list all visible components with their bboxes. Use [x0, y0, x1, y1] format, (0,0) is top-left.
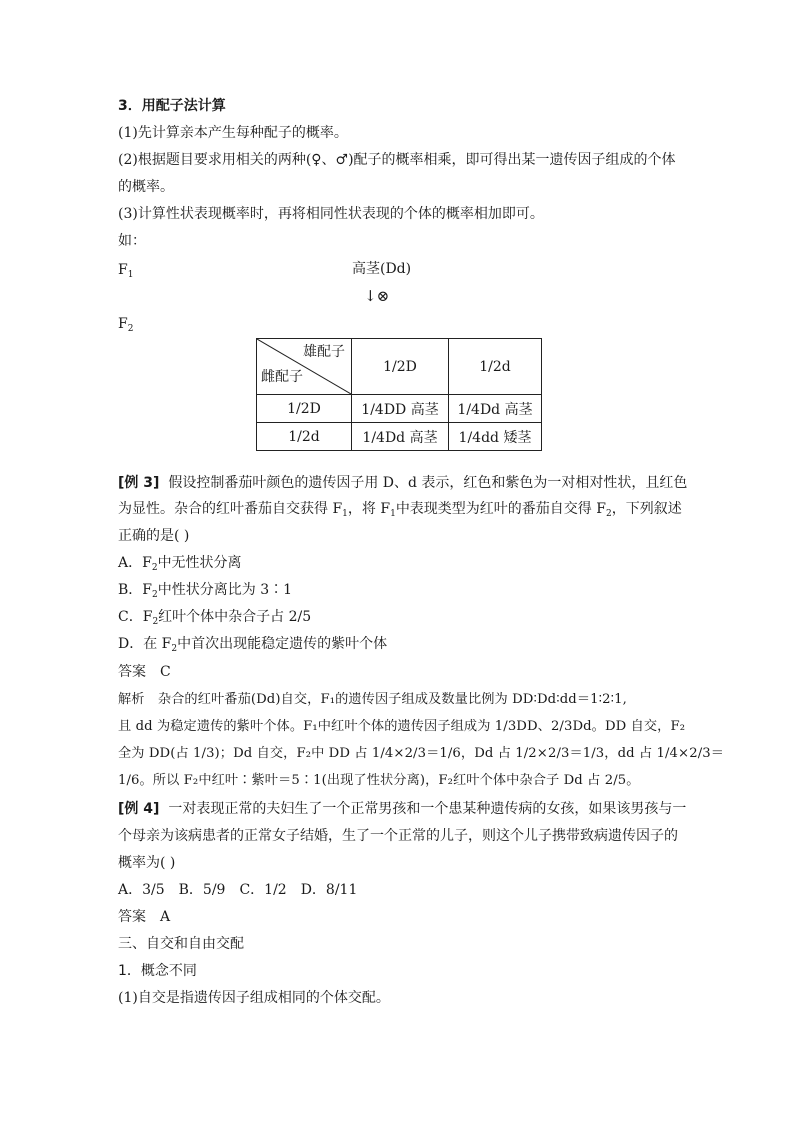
f1-label: $F_1$ [118, 262, 134, 280]
table-corner-cell [257, 339, 352, 395]
example-3-question: [例 3] 假设控制番茄叶颜色的遗传因子用 D、d 表示，红色和紫色为一对相对性状，且红色 [118, 475, 688, 491]
row-header: 1/2D [257, 395, 352, 423]
subheading: 1．概念不同 [118, 963, 197, 979]
row-header: 1/2d [257, 423, 352, 451]
example-3-question: 正确的是( ) [118, 528, 190, 544]
analysis-line: 且 dd 为稳定遗传的紫叶个体。F₁中红叶个体的遗传因子组成为 1/3DD、2/3Dd。DD 自交，F₂ [118, 719, 686, 734]
option-b: B．$F_2$中性状分离比为 3∶1 [118, 582, 293, 600]
paragraph: (1)自交是指遗传因子组成相同的个体交配。 [118, 990, 390, 1006]
self-cross-symbol: ↓⊗ [364, 287, 390, 305]
parent-genotype: 高茎(Dd) [352, 261, 412, 277]
table-cell: 1/4DD 高茎 [352, 395, 449, 423]
table-cell: 1/4dd 矮茎 [449, 423, 542, 451]
paragraph: (2)根据题目要求用相关的两种(♀、♂)配子的概率相乘，即可得出某一遗传因子组成的个体 [118, 152, 676, 168]
paragraph: 的概率。 [118, 179, 174, 195]
section-heading: 3．用配子法计算 [118, 98, 226, 114]
example-tag: [例 4] [118, 801, 160, 817]
example-tag: [例 3] [118, 475, 160, 491]
example-4-question: 概率为( ) [118, 855, 176, 871]
table-cell: 1/4Dd 高茎 [352, 423, 449, 451]
paragraph: (3)计算性状表现概率时，再将相同性状表现的个体的概率相加即可。 [118, 206, 544, 222]
punnett-table [256, 338, 542, 451]
f2-label: $F_2$ [118, 316, 134, 334]
section-heading: 三、自交和自由交配 [118, 936, 244, 952]
example-4-question: 个母亲为该病患者的正常女子结婚，生了一个正常的儿子，则这个儿子携带致病遗传因子的 [118, 828, 678, 844]
option-d: D．在 $F_2$中首次出现能稳定遗传的紫叶个体 [118, 636, 388, 654]
female-gamete-header: 雌配子 [261, 369, 303, 385]
example-4-question: [例 4] 一对表现正常的夫妇生了一个正常男孩和一个患某种遗传病的女孩，如果该男孩与一 [118, 801, 687, 817]
column-header: 1/2D [352, 339, 449, 395]
analysis-line: 全为 DD(占 1/3)；Dd 自交，F₂中 DD 占 1/4×2/3＝1/6，Dd 占 1/2×2/3＝1/3，dd 占 1/4×2/3＝ [118, 746, 725, 761]
table-cell: 1/4Dd 高茎 [449, 395, 542, 423]
male-gamete-header: 雄配子 [303, 344, 345, 360]
analysis-line: 1/6。所以 F₂中红叶∶紫叶＝5∶1(出现了性状分离)，F₂红叶个体中杂合子 Dd 占 2/5。 [118, 773, 640, 788]
paragraph: 如： [118, 233, 146, 249]
analysis-line: 解析 杂合的红叶番茄(Dd)自交，F₁的遗传因子组成及数量比例为 DD∶Dd∶dd＝1∶2∶1, [118, 692, 627, 707]
column-header: 1/2d [449, 339, 542, 395]
options: A．3/5 B．5/9 C．1/2 D．8/11 [118, 882, 358, 898]
option-c: C．$F_2$红叶个体中杂合子占 2/5 [118, 609, 312, 627]
option-a: A．$F_2$中无性状分离 [118, 555, 242, 573]
answer: 答案 A [118, 909, 171, 925]
answer: 答案 C [118, 664, 171, 680]
table-row [257, 395, 542, 423]
table-row [257, 423, 542, 451]
example-3-question: 为显性。杂合的红叶番茄自交获得 $F_1$，将 $F_1$中表现类型为红叶的番茄自交得 $F_2$，下列叙述 [118, 501, 682, 519]
paragraph: (1)先计算亲本产生每种配子的概率。 [118, 125, 348, 141]
